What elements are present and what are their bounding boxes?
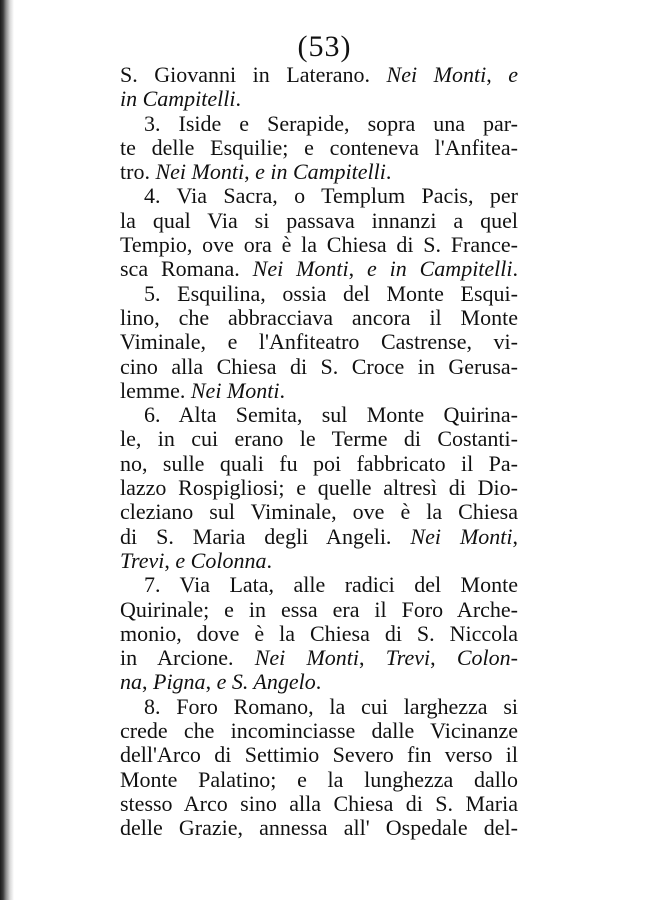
text-line (120, 792, 518, 816)
text-span: sca Romana. (120, 256, 253, 282)
italic-text: e in Campitelli (255, 159, 386, 185)
text-span: no, sulle quali fu poi fabbricato il Pa- (120, 450, 518, 476)
text-span: Tempio, ove ora è la Chiesa di S. France- (120, 232, 518, 258)
italic-text: Trevi (120, 547, 165, 573)
text-span: cino alla Chiesa di S. Croce in Gerusa- (120, 353, 518, 379)
text-span: 3. Iside e Serapide, sopra una par- (144, 110, 518, 136)
text-span: di S. Maria degli Angeli. (120, 523, 411, 549)
text-span: , (486, 62, 509, 87)
italic-text: Nei Monti (252, 256, 349, 282)
text-span: le, in cui erano le Terme di Costanti- (120, 426, 518, 452)
text-span: , (164, 547, 176, 573)
text-line (120, 403, 518, 427)
text-span: lemme. (120, 377, 191, 403)
italic-text: e S. Angelo (216, 669, 316, 695)
text-span: 7. Via Lata, alle radici del Monte (144, 572, 518, 598)
text-span: S. Giovanni in Laterano. (120, 62, 387, 87)
text-line (120, 719, 518, 743)
text-line (120, 136, 518, 160)
text-span: lino, che abbracciava ancora il Monte (120, 304, 518, 330)
text-span: delle Grazie, annessa all' Ospedale del- (120, 815, 518, 841)
text-line (120, 330, 518, 354)
text-line (120, 452, 518, 476)
text-line (120, 306, 518, 330)
text-line (120, 500, 518, 524)
text-line (120, 379, 518, 403)
text-line (120, 427, 518, 451)
text-line (120, 768, 518, 792)
text-span: , (430, 645, 457, 671)
text-span: . (235, 86, 241, 112)
text-span: , (348, 256, 368, 282)
text-span: 5. Esquilina, ossia del Monte Esqui- (144, 280, 518, 306)
text-span: , (142, 669, 153, 695)
text-line (120, 525, 518, 549)
text-span: Quirinale; e in essa era il Foro Arche- (120, 596, 518, 622)
italic-text: e in Campitelli (367, 256, 513, 282)
text-line (120, 87, 518, 111)
text-span: . (512, 256, 519, 282)
italic-text: Nei Monti (410, 523, 513, 549)
text-span: . (315, 669, 322, 695)
italic-text: Nei Monti (190, 377, 280, 403)
text-span: cleziano sul Viminale, ove è la Chiesa (120, 499, 518, 525)
text-span: 6. Alta Semita, sul Monte Quirina- (144, 402, 518, 428)
italic-text: Nei Monti (386, 62, 487, 87)
text-line (120, 476, 518, 500)
text-line (120, 646, 518, 670)
text-line (120, 573, 518, 597)
text-span: . (385, 159, 392, 185)
page-number: (53) (297, 30, 352, 63)
text-line (120, 184, 518, 208)
text-line (120, 355, 518, 379)
text-line (120, 549, 518, 573)
text-span: crede che incominciasse dalle Vicinanze (120, 718, 518, 744)
italic-text: Pigna (153, 669, 206, 695)
text-line (120, 63, 518, 87)
italic-text: Nei Monti (155, 159, 245, 185)
text-line (120, 112, 518, 136)
text-span: tro. (120, 159, 156, 185)
italic-text: Nei Monti (254, 645, 360, 671)
italic-text: e (508, 62, 518, 87)
text-span: Monte Palatino; e la lunghezza dallo (120, 766, 518, 792)
text-line (120, 233, 518, 257)
text-span: 4. Via Sacra, o Templum Pacis, per (144, 183, 518, 209)
text-span: la qual Via si passava innanzi a quel (120, 207, 518, 233)
page-binding-edge (0, 0, 14, 900)
italic-text: e Colonna (175, 547, 267, 573)
text-span: Viminale, e l'Anfiteatro Castrense, vi- (120, 329, 518, 355)
text-span: , (244, 159, 256, 185)
text-line (120, 598, 518, 622)
text-span: . (266, 547, 272, 573)
text-span: , (512, 523, 518, 549)
italic-text: Colon- (456, 645, 518, 671)
text-span: monio, dove è la Chiesa di S. Niccola (120, 620, 518, 646)
text-span: . (279, 377, 285, 403)
text-line (120, 670, 518, 694)
text-span: 8. Foro Romano, la cui larghezza si (144, 693, 518, 719)
text-span: , (359, 645, 386, 671)
text-line (120, 622, 518, 646)
italic-text: in Campitelli (120, 86, 236, 112)
text-line (120, 209, 518, 233)
text-span: lazzo Rospigliosi; e quelle altresì di Dio- (120, 475, 518, 501)
text-span: dell'Arco di Settimio Severo fin verso il (120, 742, 518, 768)
text-line (120, 160, 518, 184)
text-span: te delle Esquilie; e conteneva l'Anfitea- (120, 134, 518, 160)
text-span: in Arcione. (120, 645, 255, 671)
text-span: , (205, 669, 217, 695)
text-line (120, 695, 518, 719)
italic-text: na (120, 669, 142, 695)
page-text (120, 63, 518, 841)
text-line (120, 816, 518, 840)
text-line (120, 257, 518, 281)
italic-text: Trevi (385, 645, 431, 671)
text-line (120, 282, 518, 306)
text-span: stesso Arco sino alla Chiesa di S. Maria (120, 790, 518, 816)
text-line (120, 743, 518, 767)
